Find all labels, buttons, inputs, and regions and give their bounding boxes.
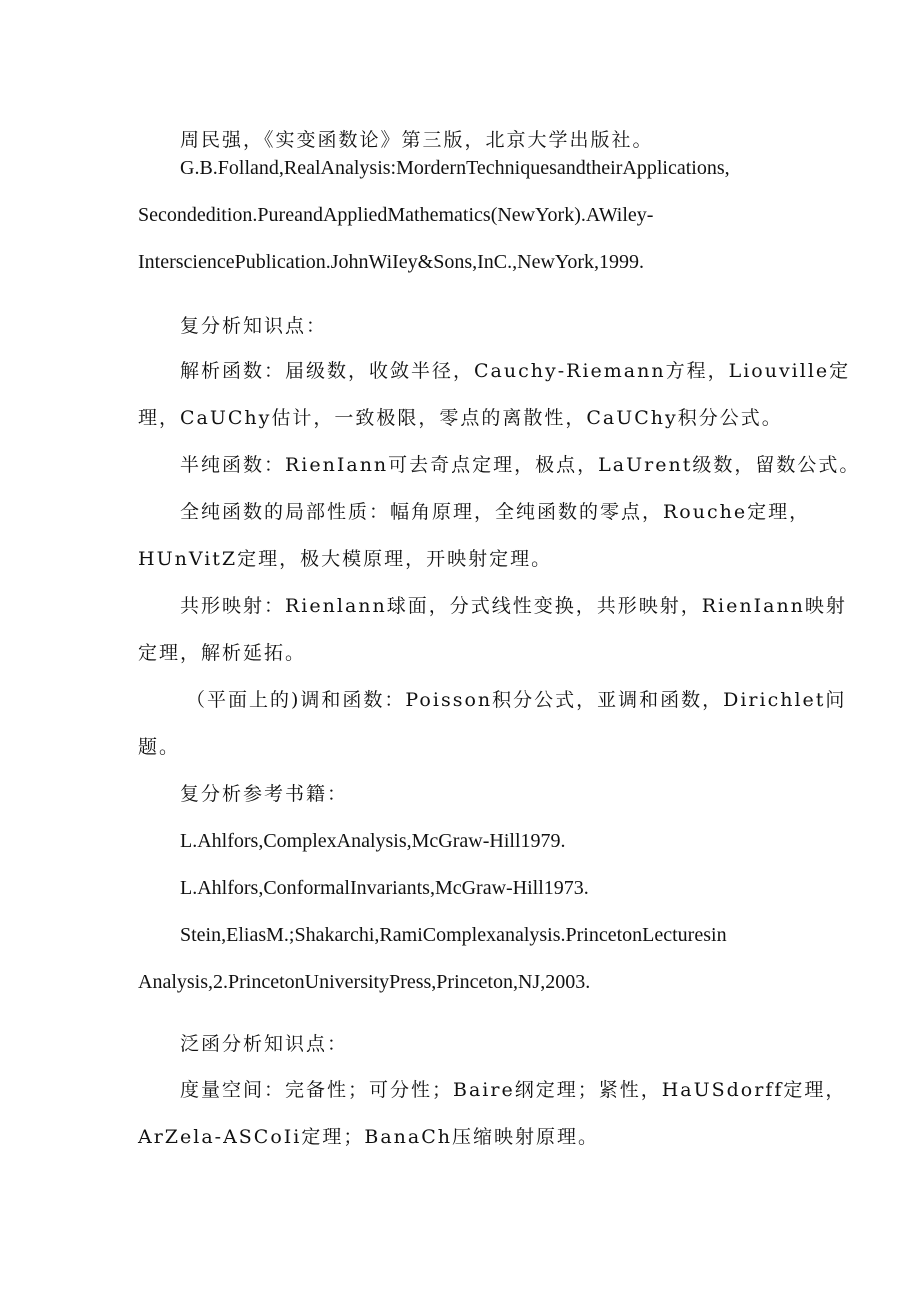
ref-ahlfors-conformal: L.Ahlfors,ConformalInvariants,McGraw-Hill1973. xyxy=(180,877,589,899)
ref-stein-line-1: Stein,EliasM.;Shakarchi,RamiComplexanalysis.PrincetonLecturesin xyxy=(180,924,727,946)
complex-conformal-2: 定理，解析延拓。 xyxy=(138,642,307,664)
complex-local-properties-1: 全纯函数的局部性质：幅角原理，全纯函数的零点，Rouche定理， xyxy=(180,501,811,523)
ref-folland-line-3: IntersciencePublication.JohnWiIey&Sons,InC.,NewYork,1999. xyxy=(138,251,644,273)
ref-stein-line-2: Analysis,2.PrincetonUniversityPress,Princeton,NJ,2003. xyxy=(138,971,591,993)
ref-folland-line-2: Secondedition.PureandAppliedMathematics(NewYork).AWiley- xyxy=(138,204,654,226)
complex-local-properties-2: HUnVitZ定理，极大模原理，开映射定理。 xyxy=(138,548,553,570)
complex-conformal-1: 共形映射：Rienlann球面，分式线性变换，共形映射，RienIann映射 xyxy=(180,595,847,617)
ref-folland-line-1: G.B.Folland,RealAnalysis:MordernTechniquesandtheirApplications, xyxy=(180,157,730,179)
heading-functional-analysis: 泛函分析知识点： xyxy=(180,1033,349,1055)
complex-harmonic-1: （平面上的)调和函数：Poisson积分公式，亚调和函数，Dirichlet问 xyxy=(186,689,847,711)
functional-metric-spaces-1: 度量空间：完备性；可分性；Baire纲定理；紧性，HaUSdorff定理， xyxy=(180,1079,847,1101)
complex-analytic-functions-1: 解析函数：届级数，收敛半径，Cauchy-Riemann方程，Liouville定 xyxy=(180,360,851,382)
complex-meromorphic: 半纯函数：RienIann可去奇点定理，极点，LaUrent级数，留数公式。 xyxy=(180,454,861,476)
functional-metric-spaces-2: ArZela-ASCoIi定理；BanaCh压缩映射原理。 xyxy=(138,1126,599,1148)
ref-zhou: 周民强，《实变函数论》第三版，北京大学出版社。 xyxy=(180,129,654,151)
complex-analytic-functions-2: 理，CaUChy估计，一致极限，零点的离散性，CaUChy积分公式。 xyxy=(138,407,783,429)
heading-complex-references: 复分析参考书籍： xyxy=(180,783,349,805)
complex-harmonic-2: 题。 xyxy=(138,736,181,758)
heading-complex-analysis: 复分析知识点： xyxy=(180,315,328,337)
ref-ahlfors-complex: L.Ahlfors,ComplexAnalysis,McGraw-Hill1979. xyxy=(180,830,566,852)
